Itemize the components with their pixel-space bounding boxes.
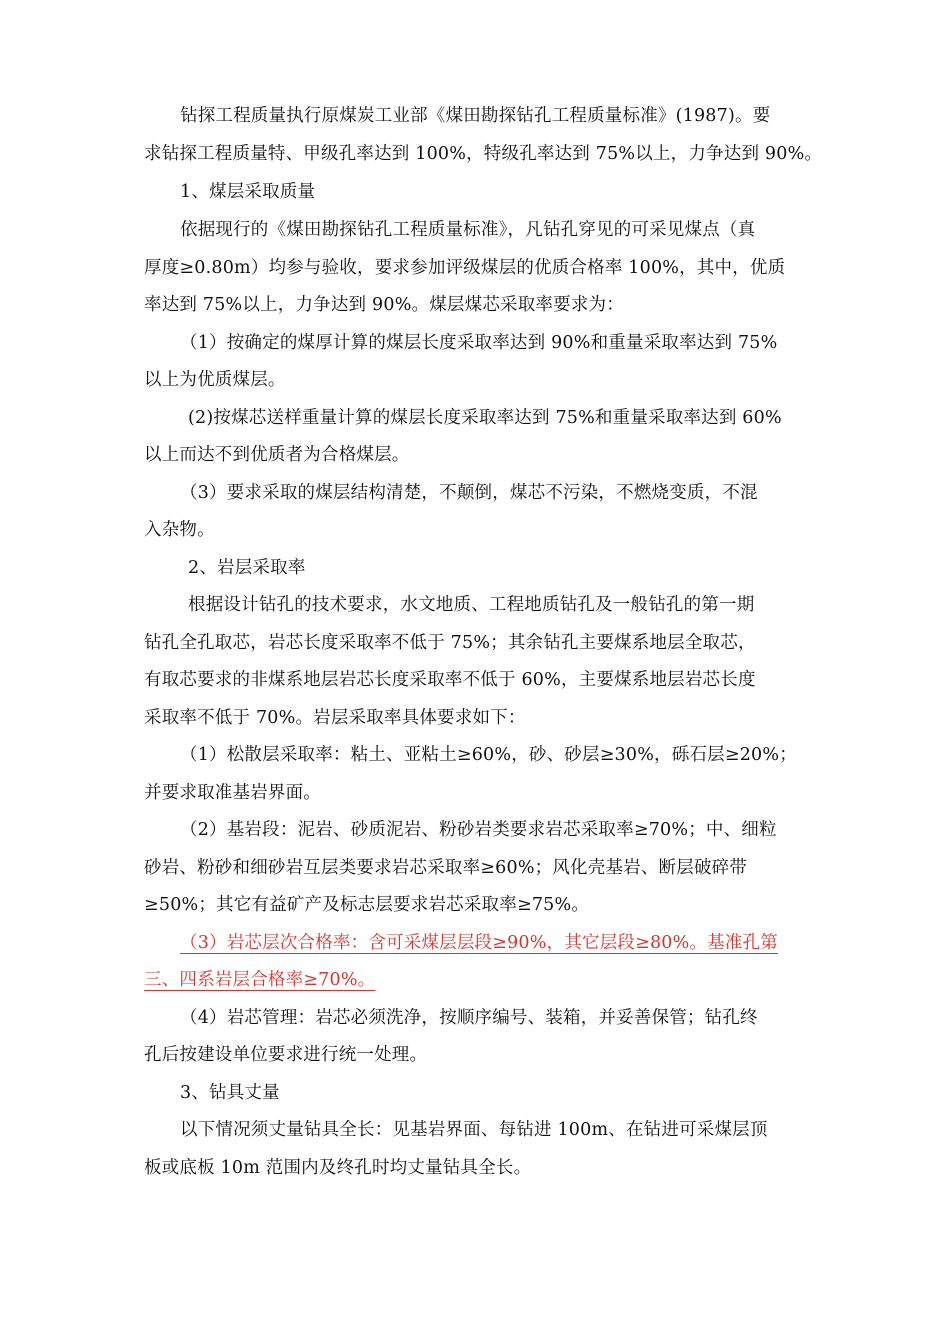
paragraph-1-line-2: 求钻探工程质量特、甲级孔率达到 100%，特级孔率达到 75%以上，力争达到 90%。 <box>144 144 823 164</box>
paragraph-2-line-2: 厚度≥0.80m）均参与验收，要求参加评级煤层的优质合格率 100%，其中，优质 <box>144 258 786 278</box>
paragraph-6-line-1: 根据设计钻孔的技术要求，水文地质、工程地质钻孔及一般钻孔的第一期 <box>188 595 755 615</box>
paragraph-1-line-1: 钻探工程质量执行原煤炭工业部《煤田勘探钻孔工程质量标准》(1987)。要 <box>180 106 771 126</box>
section-heading-2: 2、岩层采取率 <box>188 558 306 578</box>
paragraph-3-line-2: 以上为优质煤层。 <box>144 370 286 390</box>
paragraph-3-line-1: （1）按确定的煤厚计算的煤层长度采取率达到 90%和重量采取率达到 75% <box>180 333 778 353</box>
paragraph-11-line-1: 以下情况须丈量钻具全长：见基岩界面、每钻进 100m、在钻进可采煤层顶 <box>180 1120 768 1140</box>
paragraph-2-line-3: 率达到 75%以上，力争达到 90%。煤层煤芯采取率要求为： <box>144 295 624 315</box>
paragraph-8-line-1: （2）基岩段：泥岩、砂质泥岩、粉砂岩类要求岩芯采取率≥70%；中、细粒 <box>180 820 777 840</box>
paragraph-8-line-3: ≥50%；其它有益矿产及标志层要求岩芯采取率≥75%。 <box>144 895 590 915</box>
paragraph-4-line-1: (2)按煤芯送样重量计算的煤层长度采取率达到 75%和重量采取率达到 60% <box>188 408 782 428</box>
paragraph-7-line-1: （1）松散层采取率：粘土、亚粘土≥60%，砂、砂层≥30%，砾石层≥20%； <box>180 745 797 765</box>
paragraph-7-line-2: 并要求取准基岩界面。 <box>144 783 321 803</box>
paragraph-11-line-2: 板或底板 10m 范围内及终孔时均丈量钻具全长。 <box>144 1158 532 1178</box>
paragraph-10-line-1: （4）岩芯管理：岩芯必须洗净，按顺序编号、装箱，并妥善保管；钻孔终 <box>180 1008 758 1028</box>
paragraph-6-line-4: 采取率不低于 70%。岩层采取率具体要求如下： <box>144 708 526 728</box>
paragraph-5-line-1: （3）要求采取的煤层结构清楚，不颠倒，煤芯不污染，不燃烧变质，不混 <box>180 483 758 503</box>
section-heading-3: 3、钻具丈量 <box>180 1083 280 1103</box>
paragraph-8-line-2: 砂岩、粉砂和细砂岩互层类要求岩芯采取率≥60%；风化壳基岩、断层破碎带 <box>144 858 748 878</box>
paragraph-4-line-2: 以上而达不到优质者为合格煤层。 <box>144 445 410 465</box>
paragraph-6-line-2: 钻孔全孔取芯，岩芯长度采取率不低于 75%；其余钻孔主要煤系地层全取芯， <box>144 633 756 653</box>
highlighted-paragraph-line-1: （3）岩芯层次合格率：含可采煤层层段≥90%，其它层段≥80%。基准孔第 <box>180 933 778 953</box>
highlighted-paragraph-line-2: 三、四系岩层合格率≥70%。 <box>144 970 376 990</box>
paragraph-5-line-2: 入杂物。 <box>144 520 215 540</box>
paragraph-6-line-3: 有取芯要求的非煤系地层岩芯长度采取率不低于 60%，主要煤系地层岩芯长度 <box>144 670 756 690</box>
section-heading-1: 1、煤层采取质量 <box>180 182 316 202</box>
paragraph-2-line-1: 依据现行的《煤田勘探钻孔工程质量标准》，凡钻孔穿见的可采见煤点（真 <box>180 220 756 240</box>
paragraph-10-line-2: 孔后按建设单位要求进行统一处理。 <box>144 1045 428 1065</box>
